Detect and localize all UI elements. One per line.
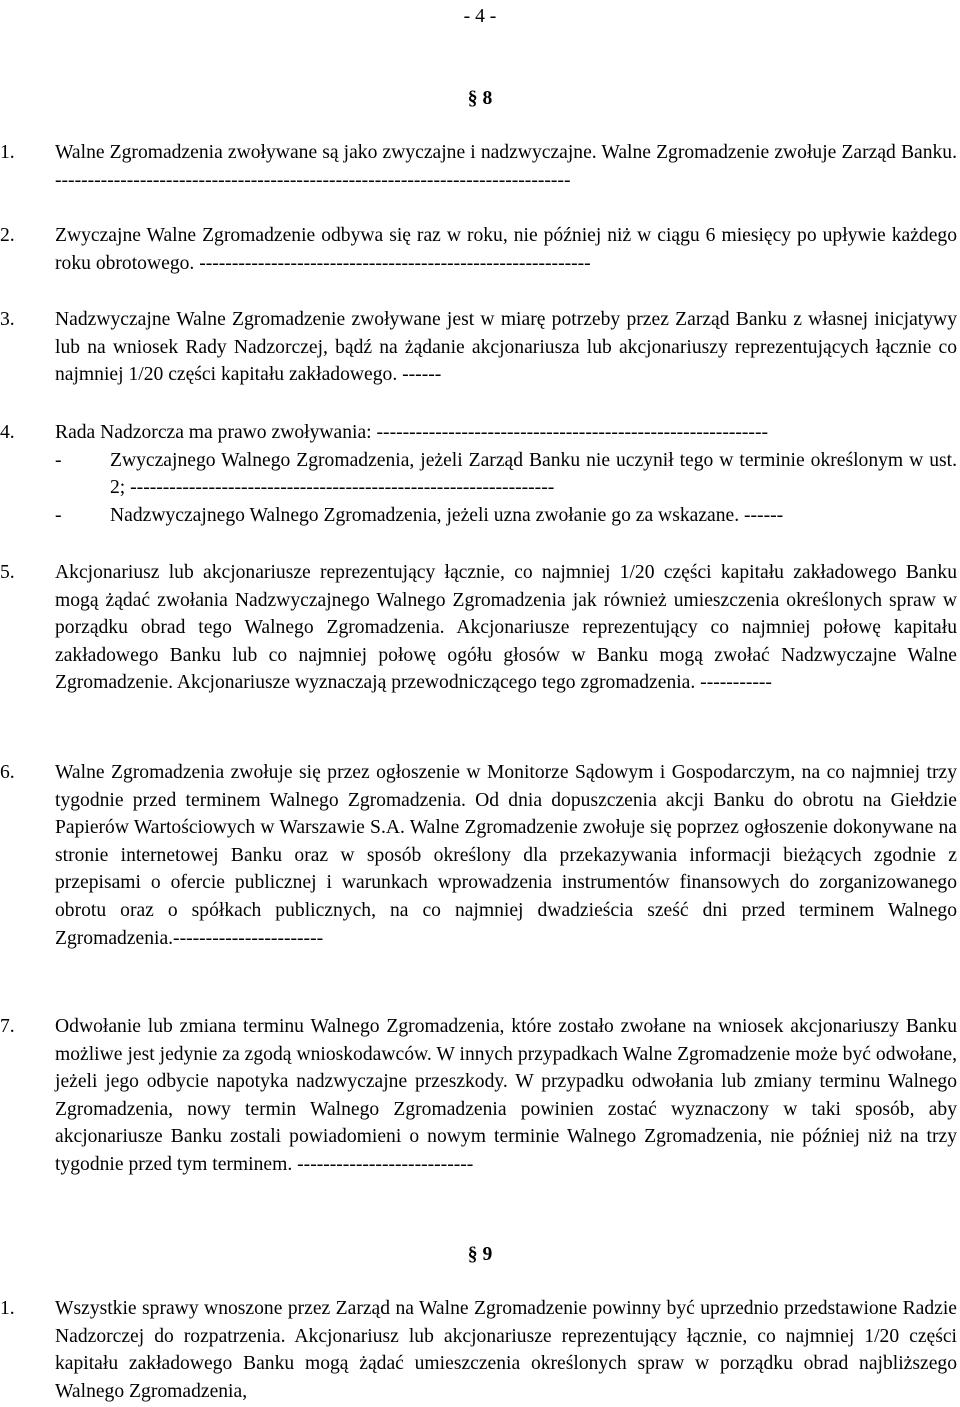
sublist-item	[55, 447, 957, 502]
paragraph-8-2	[0, 222, 960, 277]
paragraph-number: 4.	[0, 422, 15, 443]
paragraph-text: Rada Nadzorcza ma prawo zwoływania: ------------------------------------------------------------	[55, 422, 769, 443]
paragraph-number: 1.	[0, 1298, 15, 1319]
sublist-text: Nadzwyczajnego Walnego Zgromadzenia, jeżeli uzna zwołanie go za wskazane. ------	[110, 504, 784, 526]
section-heading-9: § 9	[467, 1244, 493, 1265]
paragraph-text: Walne Zgromadzenia zwołuje się przez ogłoszenie w Monitorze Sądowym i Gospodarczym, na co najmniej trzy tygodnie przed terminem Walnego Zgromadzenia. Od dnia dopuszczenia akcji Banku do obrotu na Giełdzie Papierów Wartościowych w Warszawie S.A. Walne Zgromadzenie zwołuje się poprzez ogłoszenie dokonywane na stronie internetowej Banku oraz w sposób określony dla przekazywania informacji bieżących zgodnie z przepisami o ofercie publicznej i warunkach wprowadzenia instrumentów finansowych do zorganizowanego obrotu oraz o spółkach publicznych, na co najmniej dwadzieścia sześć dni przed terminem Walnego Zgromadzenia.-----------------------	[55, 762, 957, 949]
paragraph-number: 1.	[0, 142, 15, 163]
sublist-marker: -	[55, 504, 62, 526]
paragraph-8-6	[0, 759, 960, 952]
page-number: - 4 -	[463, 6, 497, 27]
paragraph-number: 7.	[0, 1016, 15, 1037]
paragraph-8-4	[0, 419, 960, 529]
paragraph-8-7	[0, 1013, 960, 1179]
paragraph-number: 2.	[0, 225, 15, 246]
paragraph-text: Akcjonariusz lub akcjonariusze reprezentujący łącznie, co najmniej 1/20 części kapitału zakładowego Banku mogą żądać zwołania Nadzwyczajnego Walnego Zgromadzenia jak również umieszczenia określonych spraw w porządku obrad tego Walnego Zgromadzenia. Akcjonariusze reprezentujący co najmniej połowę kapitału zakładowego Banku lub co najmniej połowę ogółu głosów w Banku mogą zwołać Nadzwyczajne Walne Zgromadzenie. Akcjonariusze wyznaczają przewodniczącego tego zgromadzenia. -----------	[55, 562, 957, 694]
sublist-item	[55, 502, 957, 530]
paragraph-text: Odwołanie lub zmiana terminu Walnego Zgromadzenia, które zostało zwołane na wniosek akcjonariuszy Banku możliwe jest jedynie za zgodą wnioskodawców. W innych przypadkach Walne Zgromadzenie może być odwołane, jeżeli jego odbycie napotyka nadzwyczajne przeszkody. W przypadku odwołania lub zmiany terminu Walnego Zgromadzenia, nowy termin Walnego Zgromadzenia powinien zostać wyznaczony w taki sposób, aby akcjonariusze Banku zostali powiadomieni o nowym terminie Walnego Zgromadzenia, nie później niż na trzy tygodnie przed tym terminem. ---------------------------	[55, 1016, 957, 1175]
paragraph-number: 5.	[0, 562, 15, 583]
paragraph-number: 6.	[0, 762, 15, 783]
paragraph-text: Wszystkie sprawy wnoszone przez Zarząd na Walne Zgromadzenie powinny być uprzednio przedstawione Radzie Nadzorczej do rozpatrzenia. Akcjonariusz lub akcjonariusze reprezentujący łącznie, co najmniej 1/20 części kapitału zakładowego Banku mogą żądać umieszczenia określonych spraw w porządku obrad najbliższego Walnego Zgromadzenia,	[55, 1298, 957, 1402]
paragraph-text: Nadzwyczajne Walne Zgromadzenie zwoływane jest w miarę potrzeby przez Zarząd Banku z własnej inicjatywy lub na wniosek Rady Nadzorczej, bądź na żądanie akcjonariusza lub akcjonariuszy reprezentujących łącznie co najmniej 1/20 części kapitału zakładowego. ------	[55, 309, 957, 386]
paragraph-8-3	[0, 306, 960, 389]
sublist-text: Zwyczajnego Walnego Zgromadzenia, jeżeli Zarząd Banku nie uczynił tego w terminie określonym w ust. 2; -----------------------------------------------------------------	[110, 449, 957, 499]
paragraph-9-1	[0, 1295, 960, 1405]
paragraph-number: 3.	[0, 309, 15, 330]
paragraph-text: Zwyczajne Walne Zgromadzenie odbywa się raz w roku, nie później niż w ciągu 6 miesięcy po upływie każdego roku obrotowego. ------------------------------------------------------------	[55, 225, 957, 274]
paragraph-8-1	[0, 139, 960, 194]
paragraph-8-5	[0, 559, 960, 697]
paragraph-text: Walne Zgromadzenia zwoływane są jako zwyczajne i nadzwyczajne. Walne Zgromadzenie zwołuje Zarząd Banku. -------------------------------------------------------------------------------	[55, 142, 957, 191]
section-heading-8: § 8	[467, 88, 493, 109]
sublist-marker: -	[55, 449, 62, 471]
